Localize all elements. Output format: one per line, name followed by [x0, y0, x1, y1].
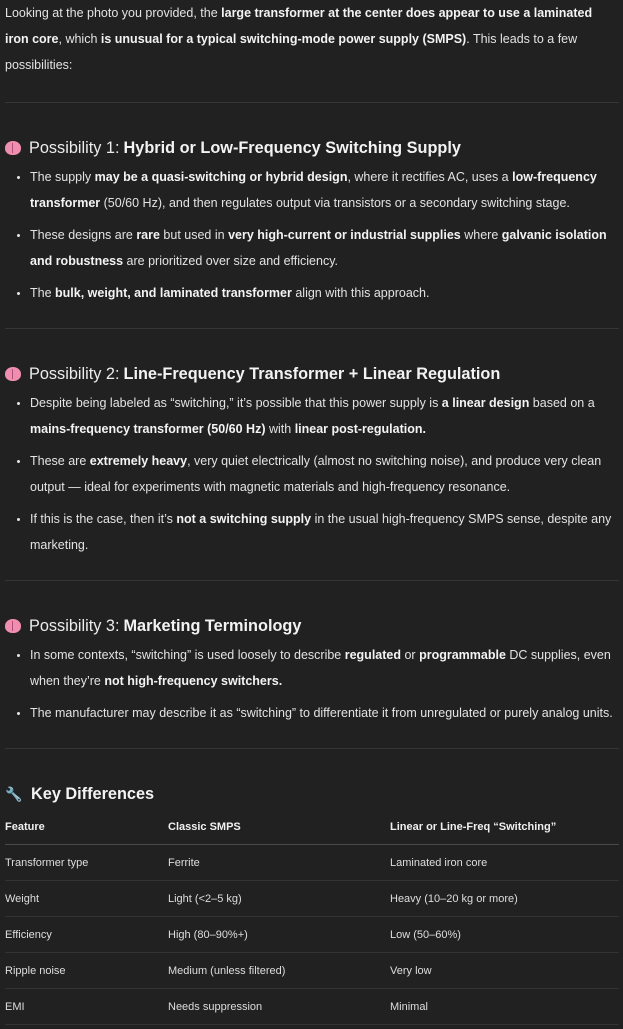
- table-cell: Minimal: [390, 989, 619, 1025]
- possibility-3-section: [5, 614, 619, 726]
- table-header-cell: Classic SMPS: [168, 814, 390, 845]
- list-item: • Despite being labeled as “switching,” it’s possible that this power supply is a linear design based on a mains-frequency transformer (50/60 Hz) with linear post-regulation.: [30, 390, 619, 442]
- possibility-1-list: [5, 164, 619, 306]
- divider: [5, 580, 619, 581]
- divider: [5, 328, 619, 329]
- possibility-2-section: [5, 362, 619, 558]
- possibility-1-heading: [5, 136, 619, 160]
- possibility-3-list: [5, 642, 619, 726]
- table-cell: Transformer type: [5, 845, 168, 881]
- heading-prefix: Possibility 2:: [29, 365, 120, 383]
- table-cell: High (80–90%+): [168, 917, 390, 953]
- list-item: • These are extremely heavy, very quiet electrically (almost no switching noise), and produce very clean output — ideal for experiments with magnetic materials and high-frequency resonance.: [30, 448, 619, 500]
- table-cell: Needs suppression: [168, 989, 390, 1025]
- intro-text: . This leads to a few possibilities:: [5, 32, 578, 72]
- brain-icon: [5, 367, 21, 381]
- list-item: • If this is the case, then it’s not a switching supply in the usual high-frequency SMPS sense, despite any marketing.: [30, 506, 619, 558]
- table-cell: Ripple noise: [5, 953, 168, 989]
- list-item: • The manufacturer may describe it as “switching” to differentiate it from unregulated or purely analog units.: [30, 700, 619, 726]
- intro-bold: is unusual for a typical switching-mode power supply (SMPS): [100, 32, 467, 46]
- possibility-2-heading: [5, 362, 619, 386]
- brain-icon: [5, 619, 21, 633]
- table-row: [5, 917, 619, 953]
- heading-bold: Hybrid or Low-Frequency Switching Supply: [123, 139, 461, 157]
- heading-bold: Line-Frequency Transformer + Linear Regulation: [123, 365, 501, 383]
- table-cell: Laminated iron core: [390, 845, 619, 881]
- table-row: [5, 953, 619, 989]
- table-cell: Medium (unless filtered): [168, 953, 390, 989]
- brain-icon: [5, 141, 21, 155]
- list-item: • These designs are rare but used in very high-current or industrial supplies where galvanic isolation and robustness are prioritized over size and efficiency.: [30, 222, 619, 274]
- table-cell: Heavy (10–20 kg or more): [390, 881, 619, 917]
- heading-bold: Key Differences: [31, 785, 155, 803]
- table-header-cell: Linear or Line-Freq “Switching”: [390, 814, 619, 845]
- table-row: [5, 881, 619, 917]
- heading-prefix: Possibility 3:: [29, 617, 120, 635]
- table-row: [5, 845, 619, 881]
- list-item: • In some contexts, “switching” is used loosely to describe regulated or programmable DC supplies, even when they’re not high-frequency switchers.: [30, 642, 619, 694]
- possibility-2-list: [5, 390, 619, 558]
- possibility-3-heading: [5, 614, 619, 638]
- divider: [5, 102, 619, 103]
- intro-bold: large transformer at the center does appear to use a laminated iron core: [5, 6, 593, 46]
- table-cell: EMI: [5, 989, 168, 1025]
- wrench-icon: 🔧: [5, 786, 23, 802]
- table-header-row: [5, 814, 619, 845]
- heading-prefix: Possibility 1:: [29, 139, 120, 157]
- key-differences-table: [5, 814, 619, 1025]
- heading-bold: Marketing Terminology: [123, 617, 302, 635]
- key-differences-heading: [5, 782, 619, 806]
- table-cell: Low (50–60%): [390, 917, 619, 953]
- intro-text: Looking at the photo you provided, the: [5, 6, 222, 20]
- table-cell: Weight: [5, 881, 168, 917]
- key-differences-section: [5, 782, 619, 1025]
- intro-text: , which: [58, 32, 101, 46]
- table-row: [5, 989, 619, 1025]
- list-item: • The supply may be a quasi-switching or hybrid design, where it rectifies AC, uses a low-frequency transformer (50/60 Hz), and then regulates output via transistors or a secondary switching stage.: [30, 164, 619, 216]
- table-header-cell: Feature: [5, 814, 168, 845]
- table-cell: Efficiency: [5, 917, 168, 953]
- table-cell: Very low: [390, 953, 619, 989]
- table-cell: Ferrite: [168, 845, 390, 881]
- intro-paragraph: [5, 0, 619, 78]
- table-cell: Light (<2–5 kg): [168, 881, 390, 917]
- divider: [5, 748, 619, 749]
- possibility-1-section: [5, 136, 619, 306]
- list-item: • The bulk, weight, and laminated transformer align with this approach.: [30, 280, 619, 306]
